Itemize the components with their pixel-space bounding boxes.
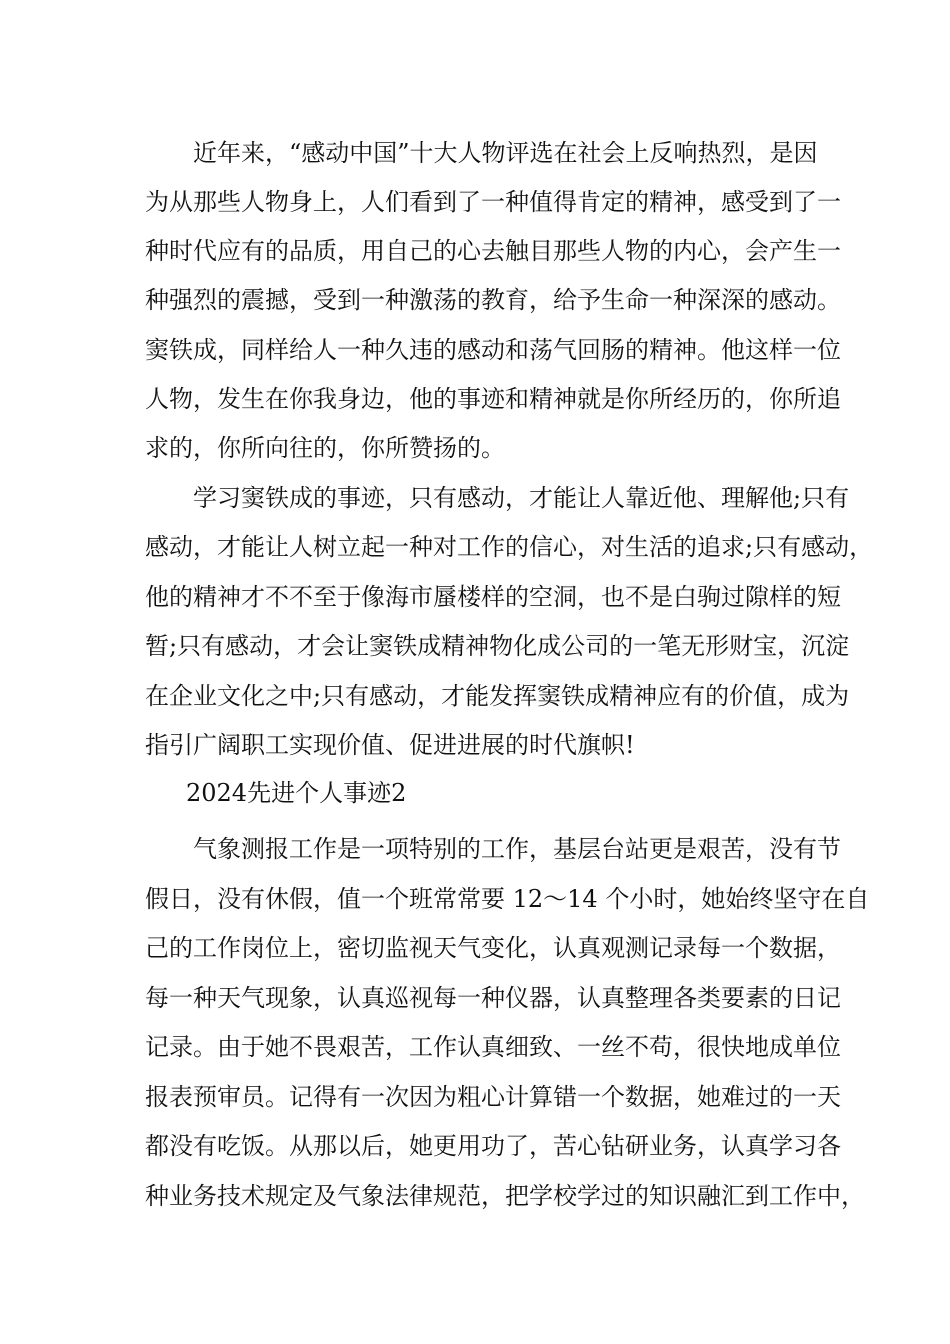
paragraph-2-line-1: 学习窦铁成的事迹，只有感动，才能让人靠近他、理解他;只有 [193, 484, 850, 512]
paragraph-1-line-6: 人物，发生在你我身边，他的事迹和精神就是你所经历的，你所追 [145, 385, 841, 413]
paragraph-3-line-7: 都没有吃饭。从那以后，她更用功了，苦心钻研业务，认真学习各 [145, 1132, 841, 1160]
paragraph-3-line-5: 记录。由于她不畏艰苦，工作认真细致、一丝不苟，很快地成单位 [145, 1033, 841, 1061]
paragraph-3-line-3: 己的工作岗位上，密切监视天气变化，认真观测记录每一个数据， [145, 934, 841, 962]
paragraph-2-line-2: 感动，才能让人树立起一种对工作的信心，对生活的追求;只有感动， [145, 533, 874, 561]
paragraph-2-line-4: 暂;只有感动，才会让窦铁成精神物化成公司的一笔无形财宝，沉淀 [145, 632, 850, 660]
paragraph-1-line-4: 种强烈的震撼，受到一种激荡的教育，给予生命一种深深的感动。 [145, 286, 841, 314]
paragraph-1-line-1: 近年来，“感动中国”十大人物评选在社会上反响热烈，是因 [193, 139, 818, 167]
paragraph-1-line-2: 为从那些人物身上，人们看到了一种值得肯定的精神，感受到了一 [145, 188, 841, 216]
paragraph-3-line-2: 假日，没有休假，值一个班常常要 12～14 个小时，她始终坚守在自 [145, 885, 870, 913]
paragraph-2-line-6: 指引广阔职工实现价值、促进进展的时代旗帜! [145, 731, 635, 759]
paragraph-2-line-5: 在企业文化之中;只有感动，才能发挥窦铁成精神应有的价值，成为 [145, 682, 850, 710]
paragraph-3-line-8: 种业务技术规定及气象法律规范，把学校学过的知识融汇到工作中， [145, 1182, 865, 1210]
paragraph-1-line-7: 求的，你所向往的，你所赞扬的。 [145, 434, 505, 462]
paragraph-3-line-4: 每一种天气现象，认真巡视每一种仪器，认真整理各类要素的日记 [145, 984, 841, 1012]
paragraph-1-line-3: 种时代应有的品质，用自己的心去触目那些人物的内心，会产生一 [145, 237, 841, 265]
paragraph-3-line-6: 报表预审员。记得有一次因为粗心计算错一个数据，她难过的一天 [145, 1083, 841, 1111]
section-heading: 2024先进个人事迹2 [186, 779, 407, 807]
paragraph-3-line-1: 气象测报工作是一项特别的工作，基层台站更是艰苦，没有节 [193, 835, 841, 863]
paragraph-1-line-5: 窦铁成，同样给人一种久违的感动和荡气回肠的精神。他这样一位 [145, 336, 841, 364]
paragraph-2-line-3: 他的精神才不不至于像海市蜃楼样的空洞，也不是白驹过隙样的短 [145, 583, 841, 611]
